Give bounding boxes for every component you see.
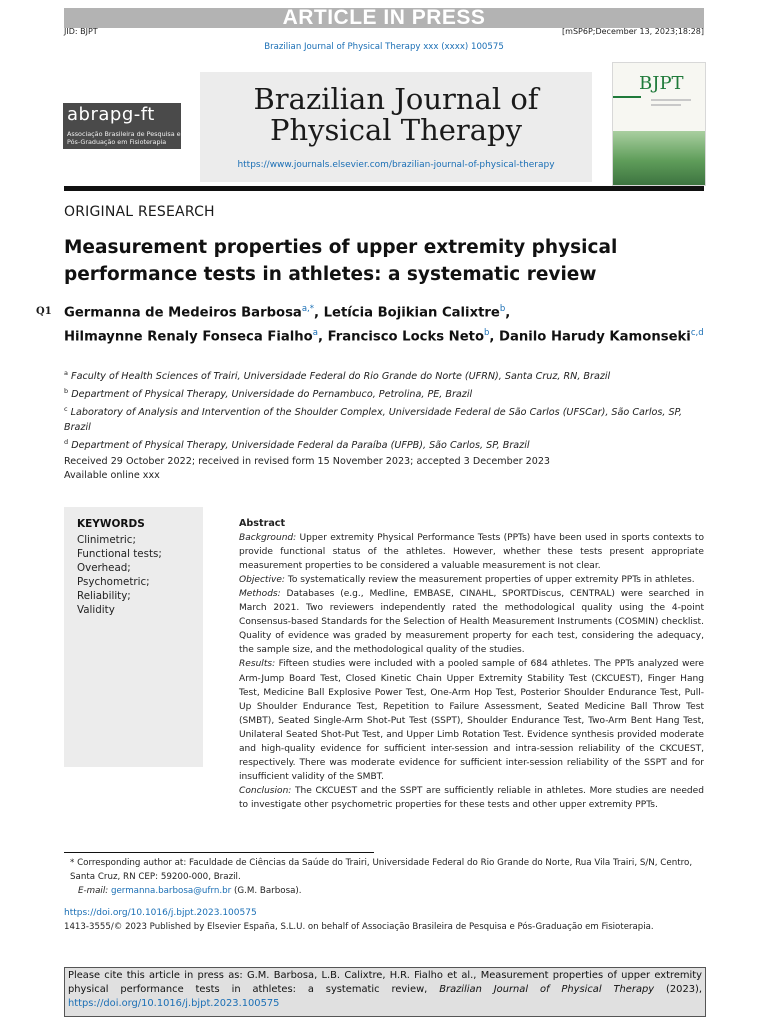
author-affiliation-ref[interactable]: b — [499, 304, 506, 314]
cover-text-line — [651, 104, 681, 106]
affiliation-key: c — [64, 405, 68, 414]
author-list — [64, 299, 714, 348]
keyword: Psychometric; — [77, 576, 150, 588]
author-separator: , — [317, 329, 328, 345]
abstract-label: Results: — [239, 659, 276, 670]
footnote-rule — [64, 852, 374, 853]
citation-year: (2023), — [666, 984, 703, 996]
keywords-list — [77, 533, 162, 617]
header-rule — [64, 186, 704, 191]
journal-title — [200, 84, 592, 146]
abstract-text: To systematically review the measurement properties of upper extremity PPTs in athletes. — [287, 575, 695, 586]
abstract-results — [239, 657, 704, 783]
author-affiliation-ref[interactable]: c,d — [690, 328, 704, 339]
journal-title-line1: Brazilian Journal of — [253, 82, 539, 116]
email-suffix: (G.M. Barbosa). — [233, 886, 302, 896]
corresponding-author-footnote — [64, 856, 704, 898]
keyword: Reliability; — [77, 590, 131, 602]
author-affiliation-ref[interactable]: b — [484, 328, 490, 339]
affiliation-key: a — [64, 369, 68, 377]
doi-link[interactable]: https://doi.org/10.1016/j.bjpt.2023.100575 — [64, 908, 257, 918]
author-separator: , — [314, 305, 324, 321]
cover-title: BJPT — [639, 73, 684, 94]
abstract-label: Methods: — [239, 589, 281, 600]
citation-text: Please cite this article in press as: G.M. Barbosa, L.B. Calixtre, H.R. Fialho et al., Measurement properties of upper extremity physical performance tests in athletes: a systematic review, — [68, 970, 702, 996]
author-affiliation-ref[interactable]: a — [312, 328, 318, 339]
affiliation-item — [64, 402, 704, 434]
affiliation-text: Department of Physical Therapy, Universidade Federal da Paraíba (UFPB), São Carlos, SP, Brazil — [71, 439, 530, 451]
keyword: Functional tests; — [77, 548, 162, 560]
author-name: Letícia Bojikian Calixtre — [323, 305, 500, 321]
author-name: Hilmaynne Renaly Fonseca Fialho — [64, 329, 313, 345]
article-history — [64, 455, 704, 483]
email-label: E-mail: — [78, 886, 109, 896]
keyword: Clinimetric; — [77, 534, 136, 546]
abstract-background — [239, 531, 704, 573]
received-dates: Received 29 October 2022; received in revised form 15 November 2023; accepted 3 December 2023 — [64, 456, 551, 467]
build-info: [mSP6P;December 13, 2023;18:28] — [562, 27, 704, 36]
affiliation-key: d — [64, 437, 69, 446]
affiliation-key: b — [64, 387, 69, 396]
keyword: Validity — [77, 604, 115, 616]
article-title: Measurement properties of upper extremity physical performance tests in athletes: a systematic review — [64, 237, 618, 285]
author-separator: , — [505, 305, 511, 321]
abstract-heading: Abstract — [239, 518, 286, 529]
author-name: Danilo Harudy Kamonseki — [499, 329, 691, 345]
journal-url[interactable]: https://www.journals.elsevier.com/brazilian-journal-of-physical-therapy — [237, 160, 555, 170]
abstract-text: Databases (e.g., Medline, EMBASE, CINAHL, SPORTDiscus, CENTRAL) were searched in March 2021. Two reviewers independently rated the methodological quality using the 4-point Consensus-based Standards for the Selection of Health Measurement Instruments (COSMIN) checklist. Quality of evidence was graded by measurement property for each test, considering the adequacy, the sample size, and the methodological quality of the studies. — [239, 589, 704, 656]
jid-label: JID: BJPT — [64, 27, 98, 36]
query-marker: Q1 — [36, 306, 52, 317]
author-affiliation-ref[interactable]: a,* — [301, 304, 315, 314]
affiliation-item — [64, 435, 704, 453]
abstract-label: Conclusion: — [239, 785, 292, 796]
email-line — [64, 884, 704, 898]
author-separator: , — [489, 329, 500, 345]
logo-subtitle: Associação Brasileira de Pesquisa e Pós-Graduação em Fisioterapia — [67, 130, 181, 146]
cover-accent-bar — [613, 96, 641, 98]
logo-name: abrapg-ft — [67, 104, 155, 125]
email-link[interactable]: germanna.barbosa@ufrn.br — [110, 886, 232, 896]
abstract-methods — [239, 587, 704, 657]
citation-journal: Brazilian Journal of Physical Therapy — [439, 984, 655, 996]
abstract-objective — [239, 573, 704, 587]
abstract-text: Upper extremity Physical Performance Tests (PPTs) have been used in sports contexts to provide functional status of the athletes. However, whether these tests present appropriate measurement properties to be considered a valuable measurement is not clear. — [239, 533, 704, 572]
citation-box — [64, 967, 706, 1017]
journal-title-line2: Physical Therapy — [269, 113, 523, 147]
abstract-label: Background: — [239, 533, 297, 544]
author-name: Francisco Locks Neto — [327, 329, 485, 345]
article-section-label: ORIGINAL RESEARCH — [64, 204, 215, 220]
affiliation-text: Faculty of Health Sciences of Trairi, Universidade Federal do Rio Grande do Norte (UFRN), Santa Cruz, RN, Brazil — [71, 371, 611, 383]
corresponding-address: * Corresponding author at: Faculdade de Ciências da Saúde do Trairi, Universidade Federal do Rio Grande do Norte, Rua Vila Trairi, S/N, Centro, Santa Cruz, RN CEP: 59200-000, Brazil. — [70, 858, 693, 882]
affiliations — [64, 366, 704, 453]
abstract-text: Fifteen studies were included with a pooled sample of 684 athletes. The PPTs analyzed were Arm-Jump Board Test, Closed Kinetic Chain Upper Extremity Stability Test (CKCUEST), Finger Hang Test, Medicine Ball Explosive Power Test, One-Arm Hop Test, Posterior Shoulder Endurance Test, Pull-Up Shoulder Endurance Test, Repetition to Failure Assessment, Seated Medicine Ball Throw Test (SMBT), Seated Single-Arm Shot-Put Test (SSPT), Shoulder Endurance Test, Two-Arm Bent Hang Test, Unilateral Seated Shot-Put Test, and Upper Limb Rotation Test. Evidence synthesis provided moderate and high-quality evidence for sufficient inter-session and intra-session reliability of the CKCUEST, respectively. There was moderate evidence for sufficient inter-session reliability of the SSPT and for insufficient validity of the SMBT. — [239, 659, 704, 782]
abstract-conclusion — [239, 784, 704, 812]
cover-text-line — [651, 99, 691, 101]
banner-text: ARTICLE IN PRESS — [282, 6, 486, 29]
society-logo — [63, 103, 181, 149]
copyright-notice: 1413-3555/© 2023 Published by Elsevier España, S.L.U. on behalf of Associação Brasileira de Pesquisa e Pós-Graduação em Fisioterapia. — [64, 922, 654, 932]
keyword: Overhead; — [77, 562, 131, 574]
affiliation-text: Department of Physical Therapy, Universidade do Pernambuco, Petrolina, PE, Brazil — [71, 389, 473, 401]
affiliation-item — [64, 384, 704, 402]
abstract-text: The CKCUEST and the SSPT are sufficiently reliable in athletes. More studies are needed to investigate other psychometric properties for these tests and other upper extremity PPTs. — [239, 785, 704, 810]
abstract-label: Objective: — [239, 575, 285, 586]
affiliation-item — [64, 366, 704, 384]
affiliation-text: Laboratory of Analysis and Intervention of the Shoulder Complex, Universidade Federal de São Carlos (UFSCar), São Carlos, SP, Brazil — [64, 407, 683, 433]
available-online: Available online xxx — [64, 470, 160, 481]
keywords-heading: KEYWORDS — [77, 518, 145, 530]
journal-cover-image — [612, 62, 706, 186]
journal-reference[interactable]: Brazilian Journal of Physical Therapy xxx (xxxx) 100575 — [264, 42, 504, 52]
abstract — [239, 517, 704, 812]
cover-photo — [613, 131, 705, 185]
author-name: Germanna de Medeiros Barbosa — [64, 305, 302, 321]
citation-doi-link[interactable]: https://doi.org/10.1016/j.bjpt.2023.100575 — [68, 998, 280, 1010]
